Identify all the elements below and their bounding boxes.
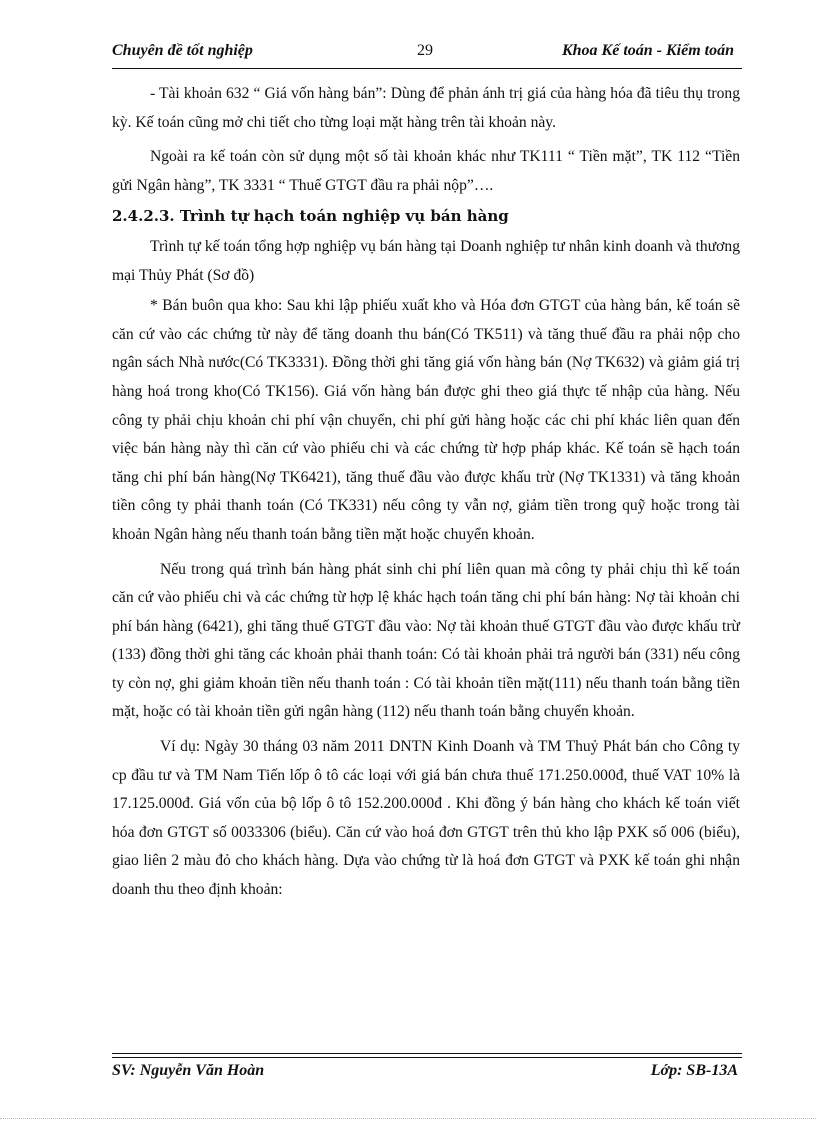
header-rule: [112, 68, 742, 69]
header-thesis-title: Chuyên đề tốt nghiệp: [112, 42, 253, 59]
footer-class: Lớp: SB-13A: [650, 1062, 738, 1079]
page-footer: [112, 1062, 740, 1086]
header-faculty: Khoa Kế toán - Kiểm toán: [561, 42, 734, 59]
document-body: [112, 80, 740, 905]
paragraph-wholesale: * Bán buôn qua kho: Sau khi lập phiếu xuất kho và Hóa đơn GTGT của hàng bán, kế toán sẽ căn cứ vào các chứng từ này để tăng doanh thu bán(Có TK511) và tăng thuế đầu ra phải nộp cho ngân sách Nhà nước(Có TK3331). Đồng thời ghi tăng giá vốn hàng bán (Nợ TK632) và giảm giá trị hàng hoá trong kho(Có TK156). Giá vốn hàng bán được ghi theo giá thực tế nhập của hàng. Nếu công ty phải chịu khoản chi phí vận chuyển, chi phí gửi hàng hoặc các chi phí khác liên quan đến việc bán hàng này thì căn cứ vào phiếu chi và các chứng từ hợp pháp khác. Kế toán sẽ hạch toán tăng chi phí bán hàng(Nợ TK6421), tăng thuế đầu vào được khấu trừ (Nợ TK1331) và tăng khoản tiền công ty phải thanh toán (Có TK331) nếu công ty vẫn nợ, giảm tiền trong quỹ hoặc trong tài khoản Ngân hàng nếu thanh toán bằng tiền mặt hoặc chuyển khoản.: [112, 297, 740, 543]
page-header: [112, 42, 740, 68]
footer-student-name: SV: Nguyễn Văn Hoàn: [112, 1062, 265, 1079]
footer-rule: [112, 1053, 742, 1058]
header-page-number: 29: [417, 42, 433, 59]
section-heading: 2.4.2.3. Trình tự hạch toán nghiệp vụ bán hàng: [112, 207, 509, 226]
paragraph-account-632: - Tài khoản 632 “ Giá vốn hàng bán”: Dùng để phản ánh trị giá của hàng hóa đã tiêu thụ trong kỳ. Kế toán cũng mở chi tiết cho từng loại mặt hàng trên tài khoản này.: [112, 85, 740, 131]
paragraph-other-accounts: Ngoài ra kế toán còn sử dụng một số tài khoản khác như TK111 “ Tiền mặt”, TK 112 “Tiền gửi Ngân hàng”, TK 3331 “ Thuế GTGT đầu ra phải nộp”….: [112, 148, 740, 194]
paragraph-procedure: Trình tự kế toán tổng hợp nghiệp vụ bán hàng tại Doanh nghiệp tư nhân kinh doanh và thương mại Thủy Phát (Sơ đồ): [112, 237, 740, 284]
page-edge: [0, 1118, 816, 1119]
paragraph-selling-costs: Nếu trong quá trình bán hàng phát sinh chi phí liên quan mà công ty phải chịu thì kế toán căn cứ vào phiếu chi và các chứng từ hợp lệ khác hạch toán tăng chi phí bán hàng: Nợ tài khoản chi phí bán hàng (6421), ghi tăng thuế GTGT đầu vào: Nợ tài khoản thuế GTGT đầu vào được khấu trừ (133) đồng thời ghi tăng các khoản phải thanh toán: Có tài khoản phải trả người bán (331) nếu công ty còn nợ, ghi giảm khoản tiền nếu thanh toán : Có tài khoản tiền mặt(111) nếu thanh toán bằng tiền mặt, hoặc có tài khoản tiền gửi ngân hàng (112) nếu thanh toán bằng chuyển khoản.: [112, 560, 740, 721]
paragraph-example: Ví dụ: Ngày 30 tháng 03 năm 2011 DNTN Kinh Doanh và TM Thuỷ Phát bán cho Công ty cp đầu tư và TM Nam Tiến lốp ô tô các loại với giá bán chưa thuế 171.250.000đ, thuế VAT 10% là 17.125.000đ. Giá vốn của bộ lốp ô tô 152.200.000đ . Khi đồng ý bán hàng cho khách kế toán viết hóa đơn GTGT số 0033306 (biểu). Căn cứ vào hoá đơn GTGT trên thủ kho lập PXK số 006 (biểu), giao liên 2 màu đỏ cho khách hàng. Dựa vào chứng từ là hoá đơn GTGT và PXK kế toán ghi nhận doanh thu theo định khoản:: [112, 738, 740, 899]
